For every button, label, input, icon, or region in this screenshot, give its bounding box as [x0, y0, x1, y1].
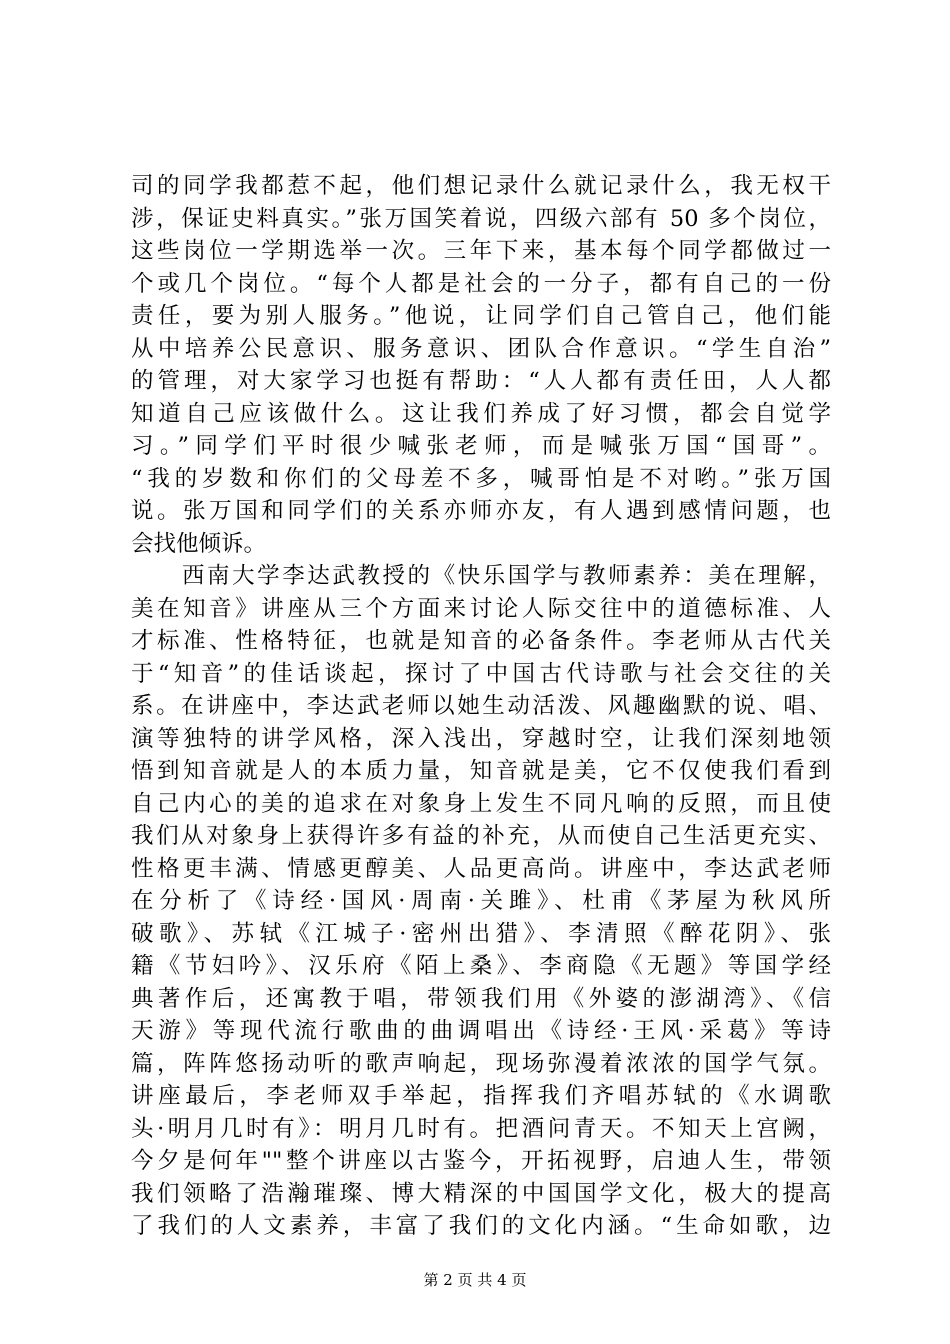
text-line: 于“知音”的佳话谈起，探讨了中国古代诗歌与社会交往的关: [131, 660, 831, 687]
text-line: 在分析了《诗经·国风·周南·关雎》、杜甫《茅屋为秋风所: [131, 888, 831, 914]
document-body: [131, 170, 831, 1243]
text-line: 今夕是何年""整个讲座以古鉴今，开拓视野，启迪人生，带领: [131, 1148, 831, 1174]
text-line: 从中培养公民意识、服务意识、团队合作意识。“学生自治”: [131, 335, 831, 362]
text-line: 说。张万国和同学们的关系亦师亦友，有人遇到感情问题，也: [131, 498, 831, 524]
text-line: 会找他倾诉。: [131, 530, 267, 557]
paragraph: [131, 170, 831, 560]
text-line: 悟到知音就是人的本质力量，知音就是美，它不仅使我们看到: [131, 758, 831, 784]
text-line: 这些岗位一学期选举一次。三年下来，基本每个同学都做过一: [131, 238, 831, 264]
text-line: 个或几个岗位。“每个人都是社会的一分子，都有自己的一份: [131, 270, 831, 297]
text-line: 才标准、性格特征，也就是知音的必备条件。李老师从古代关: [131, 628, 831, 654]
text-line: 自己内心的美的追求在对象身上发生不同凡响的反照，而且使: [131, 790, 831, 817]
text-line: 知道自己应该做什么。这让我们养成了好习惯，都会自觉学: [131, 400, 831, 427]
text-line: 头·明月几时有》：明月几时有。把酒问青天。不知天上宫阙，: [131, 1115, 831, 1142]
text-line: 司的同学我都惹不起，他们想记录什么就记录什么，我无权干: [131, 173, 831, 199]
text-line: 我们领略了浩瀚璀璨、博大精深的中国国学文化，极大的提高: [131, 1180, 831, 1207]
text-line: 习。”同学们平时很少喊张老师，而是喊张万国“国哥”。: [131, 433, 831, 459]
text-line: 的管理，对大家学习也挺有帮助：“人人都有责任田，人人都: [131, 368, 831, 394]
text-line: 涉，保证史料真实。”张万国笑着说，四级六部有 50 多个岗位，: [131, 205, 831, 232]
text-line: 破歌》、苏轼《江城子·密州出猎》、李清照《醉花阴》、张: [131, 920, 831, 947]
text-line: 责任，要为别人服务。”他说，让同学们自己管自己，他们能: [131, 303, 831, 329]
text-line: 性格更丰满、情感更醇美、人品更高尚。讲座中，李达武老师: [131, 855, 831, 882]
text-line: 美在知音》讲座从三个方面来讨论人际交往中的道德标准、人: [131, 595, 831, 622]
text-line: 天游》等现代流行歌曲的曲调唱出《诗经·王风·采葛》等诗: [131, 1018, 831, 1044]
text-line: 典著作后，还寓教于唱，带领我们用《外婆的澎湖湾》、《信: [131, 985, 831, 1012]
text-line: 我们从对象身上获得许多有益的补充，从而使自己生活更充实、: [131, 823, 831, 849]
text-line: 籍《节妇吟》、汉乐府《陌上桑》、李商隐《无题》等国学经: [131, 953, 831, 979]
text-line: 系。在讲座中，李达武老师以她生动活泼、风趣幽默的说、唱、: [131, 693, 831, 719]
text-line: 演等独特的讲学风格，深入浅出，穿越时空，让我们深刻地领: [131, 725, 831, 752]
text-line: 了我们的人文素养，丰富了我们的文化内涵。“生命如歌，边: [131, 1213, 831, 1239]
text-line: “我的岁数和你们的父母差不多，喊哥怕是不对哟。”张万国: [131, 465, 831, 492]
paragraph: [131, 560, 831, 1243]
text-line: 西南大学李达武教授的《快乐国学与教师素养：美在理解，: [182, 563, 831, 589]
text-line: 讲座最后，李老师双手举起，指挥我们齐唱苏轼的《水调歌: [131, 1083, 831, 1109]
page-footer: 第 2 页 共 4 页: [423, 1271, 527, 1289]
text-line: 篇，阵阵悠扬动听的歌声响起，现场弥漫着浓浓的国学气氛。: [131, 1050, 831, 1077]
